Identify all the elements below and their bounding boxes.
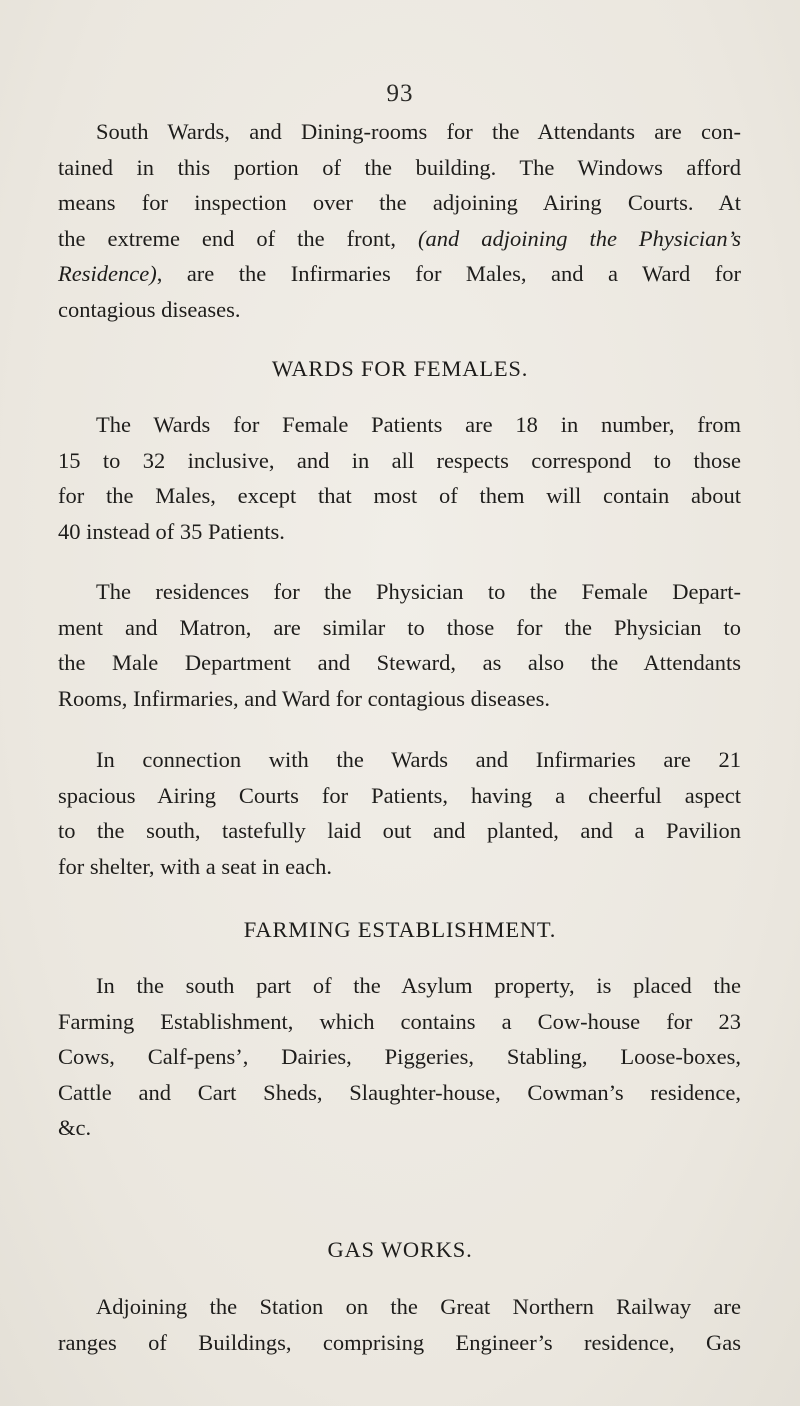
paragraph-farming [58,968,741,1146]
paragraph-south-wards [58,114,741,327]
paragraph-gas-works [58,1289,741,1360]
text-line: for shelter, with a seat in each. [58,853,332,879]
text-line [58,221,741,257]
text-line: for the Males, except that most of them will contain about [58,483,741,508]
text-line: spacious Airing Courts for Patients, having a cheerful aspect [58,782,741,808]
heading-gas-works: GAS WORKS. [327,1237,473,1262]
text-line: 15 to 32 inclusive, and in all respects correspond to those [58,447,741,473]
text-line: to the south, tastefully laid out and planted, and a Pavilion [58,818,741,843]
text-line: Cattle and Cart Sheds, Slaughter-house, Cowman’s residence, [58,1079,741,1105]
text-line: The Wards for Female Patients are 18 in number, from [96,412,741,437]
text-line: means for inspection over the adjoining Airing Courts. At [58,190,741,215]
text-line: tained in this portion of the building. The Windows afford [58,154,741,180]
text-line: Cows, Calf-pens’, Dairies, Piggeries, Stabling, Loose-boxes, [58,1044,741,1069]
italic-text: (and adjoining the Physician’s [417,225,741,251]
text-line: 40 instead of 35 Patients. [58,518,285,544]
text-span: the extreme end of the front, [58,225,418,251]
text-line: The residences for the Physician to the Female Depart- [96,579,741,604]
paragraph-airing-courts [58,742,741,884]
text-line [58,256,741,292]
paragraph-female-wards [58,407,741,549]
heading-wards-for-females: WARDS FOR FEMALES. [271,356,529,381]
italic-text: Residence) [58,261,157,286]
text-line: contagious diseases. [58,296,241,322]
heading-farming-establishment: FARMING ESTABLISHMENT. [243,917,557,942]
paragraph-residences [58,574,741,716]
text-span: , are the Infirmaries for Males, and a Ward for [156,261,741,286]
text-line: In connection with the Wards and Infirmaries are 21 [96,747,741,772]
text-line: Adjoining the Station on the Great Northern Railway are [96,1294,741,1319]
text-line: ranges of Buildings, comprising Engineer’s residence, Gas [58,1329,741,1355]
text-line: Farming Establishment, which contains a Cow-house for 23 [58,1008,741,1034]
text-line: the Male Department and Steward, as also the Attendants [58,650,741,675]
text-line: &c. [58,1115,92,1140]
text-line: In the south part of the Asylum property, is placed the [96,973,741,998]
page-number: 93 [386,80,414,107]
text-line: Rooms, Infirmaries, and Ward for contagious diseases. [58,685,551,711]
text-line: South Wards, and Dining-rooms for the Attendants are con- [96,119,741,144]
text-line: ment and Matron, are similar to those for the Physician to [58,614,741,640]
